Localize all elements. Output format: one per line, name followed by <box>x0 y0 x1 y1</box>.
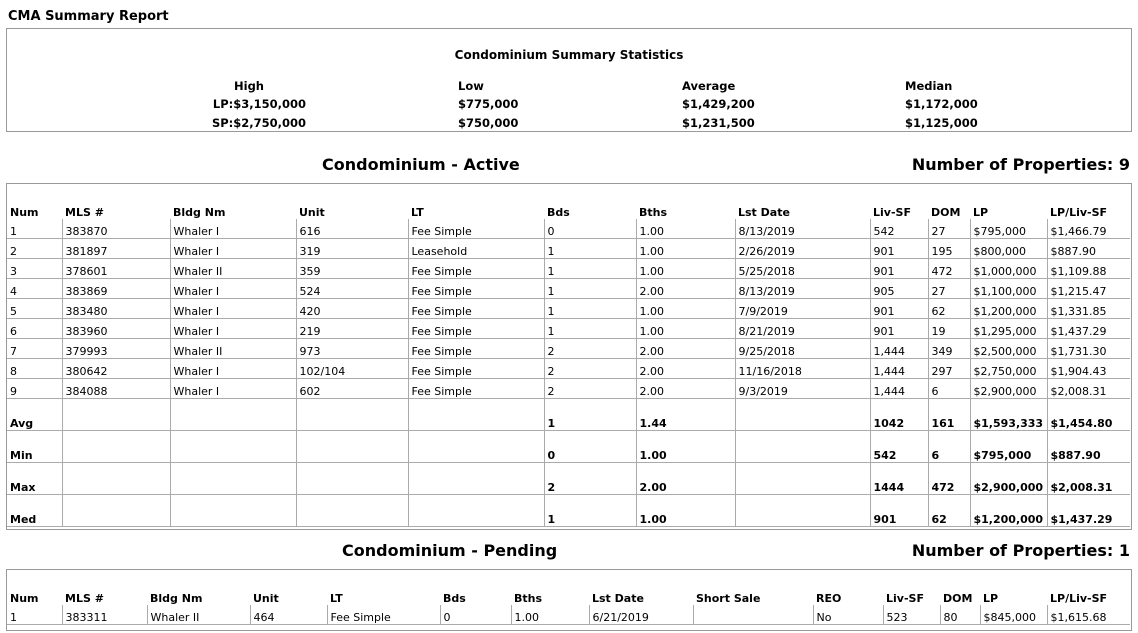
cell-unit <box>296 399 408 431</box>
cell-bds: 1 <box>544 259 636 279</box>
column-header-bds: Bds <box>443 592 466 605</box>
cell-num: 9 <box>7 379 62 399</box>
summary-sp-average: $1,231,500 <box>682 116 755 130</box>
stats-row <box>7 495 1130 527</box>
cell-unit: 524 <box>296 279 408 299</box>
cell-bldg-nm <box>170 495 296 527</box>
column-header-dom: DOM <box>943 592 973 605</box>
cell-bldg-nm: Whaler I <box>170 379 296 399</box>
active-section-title: Condominium - Active <box>322 155 520 174</box>
cell-num: 6 <box>7 319 62 339</box>
cell-num: 7 <box>7 339 62 359</box>
cell-lp: $1,100,000 <box>970 279 1047 299</box>
stats-row <box>7 399 1130 431</box>
column-header-bds: Bds <box>547 206 570 219</box>
cell-mls: 383480 <box>62 299 170 319</box>
cell-bths: 1.00 <box>636 495 735 527</box>
cell-liv-sf: 1,444 <box>870 379 928 399</box>
table-row <box>7 605 1130 625</box>
cell-lp: $2,750,000 <box>970 359 1047 379</box>
cell-lst-date <box>735 399 870 431</box>
column-header-lp-liv-sf: LP/Liv-SF <box>1050 592 1108 605</box>
cell-dom: 62 <box>928 299 970 319</box>
pending-section-title: Condominium - Pending <box>342 541 558 560</box>
cell-lp-liv-sf: $2,008.31 <box>1047 379 1130 399</box>
cell-lt: Fee Simple <box>408 379 544 399</box>
column-header-dom: DOM <box>931 206 961 219</box>
cell-bths: 2.00 <box>636 359 735 379</box>
table-row <box>7 319 1130 339</box>
cell-bldg-nm <box>170 431 296 463</box>
cell-unit: 420 <box>296 299 408 319</box>
summary-title: Condominium Summary Statistics <box>454 48 684 62</box>
cell-lp: $795,000 <box>970 431 1047 463</box>
cell-lt <box>408 495 544 527</box>
summary-header-low: Low <box>458 79 484 93</box>
cell-lt: Fee Simple <box>408 299 544 319</box>
cell-lp: $800,000 <box>970 239 1047 259</box>
column-header-short-sale: Short Sale <box>696 592 761 605</box>
cell-dom: 297 <box>928 359 970 379</box>
cell-bldg-nm: Whaler I <box>170 359 296 379</box>
table-row <box>7 279 1130 299</box>
summary-header-median: Median <box>905 79 953 93</box>
cell-lt: Fee Simple <box>327 605 440 625</box>
cell-liv-sf: 1,444 <box>870 359 928 379</box>
cell-unit: 602 <box>296 379 408 399</box>
cell-lp: $2,900,000 <box>970 463 1047 495</box>
column-header-lst-date: Lst Date <box>592 592 644 605</box>
cell-lst-date <box>735 463 870 495</box>
cell-lp-liv-sf: $1,437.29 <box>1047 319 1130 339</box>
column-header-num: Num <box>10 206 39 219</box>
cell-lt <box>408 399 544 431</box>
summary-lp-low: $775,000 <box>458 97 519 111</box>
column-header-num: Num <box>10 592 39 605</box>
cell-bths: 1.00 <box>636 299 735 319</box>
cell-mls: 383870 <box>62 219 170 239</box>
cell-dom: 472 <box>928 463 970 495</box>
cell-bds: 1 <box>544 299 636 319</box>
cell-bldg-nm: Whaler I <box>170 299 296 319</box>
table-row <box>7 299 1130 319</box>
cell-mls <box>62 495 170 527</box>
cell-dom: 195 <box>928 239 970 259</box>
cell-mls: 381897 <box>62 239 170 259</box>
cell-dom: 27 <box>928 219 970 239</box>
cell-unit <box>296 463 408 495</box>
cell-bldg-nm <box>170 463 296 495</box>
cell-bds: 0 <box>544 219 636 239</box>
cell-unit: 102/104 <box>296 359 408 379</box>
table-row <box>7 379 1130 399</box>
cell-liv-sf: 542 <box>870 219 928 239</box>
cell-unit: 616 <box>296 219 408 239</box>
cell-lst-date: 6/21/2019 <box>589 605 693 625</box>
summary-header-high: High <box>234 79 264 93</box>
cell-lp-liv-sf: $1,466.79 <box>1047 219 1130 239</box>
cell-unit: 359 <box>296 259 408 279</box>
table-row <box>7 259 1130 279</box>
cell-short-sale <box>693 605 813 625</box>
cell-lp: $795,000 <box>970 219 1047 239</box>
column-header-bldg-nm: Bldg Nm <box>173 206 226 219</box>
cell-lp: $2,900,000 <box>970 379 1047 399</box>
cell-num: Max <box>7 463 62 495</box>
column-header-liv-sf: Liv-SF <box>873 206 911 219</box>
active-listings-table <box>7 202 1130 527</box>
cell-lst-date: 9/3/2019 <box>735 379 870 399</box>
column-header-unit: Unit <box>299 206 325 219</box>
cell-liv-sf: 901 <box>870 299 928 319</box>
cell-bldg-nm: Whaler I <box>170 219 296 239</box>
cell-lst-date: 2/26/2019 <box>735 239 870 259</box>
summary-header-average: Average <box>682 79 736 93</box>
cell-mls: 384088 <box>62 379 170 399</box>
cell-unit <box>296 431 408 463</box>
active-property-count: Number of Properties: 9 <box>911 155 1130 174</box>
summary-lp-high: LP:$3,150,000 <box>212 97 306 111</box>
cell-lt <box>408 431 544 463</box>
cell-liv-sf: 1444 <box>870 463 928 495</box>
cell-num: 5 <box>7 299 62 319</box>
cell-lt: Fee Simple <box>408 279 544 299</box>
cell-bldg-nm: Whaler I <box>170 239 296 259</box>
cell-num: 2 <box>7 239 62 259</box>
cell-lp: $1,295,000 <box>970 319 1047 339</box>
cell-mls: 378601 <box>62 259 170 279</box>
cell-bds: 1 <box>544 399 636 431</box>
column-header-liv-sf: Liv-SF <box>886 592 924 605</box>
cell-liv-sf: 542 <box>870 431 928 463</box>
cell-bds: 2 <box>544 359 636 379</box>
column-header-bldg-nm: Bldg Nm <box>150 592 203 605</box>
cell-lt: Leasehold <box>408 239 544 259</box>
cell-lp: $1,593,333 <box>970 399 1047 431</box>
cell-bths: 1.44 <box>636 399 735 431</box>
stats-row <box>7 431 1130 463</box>
cell-lst-date <box>735 431 870 463</box>
table-row <box>7 219 1130 239</box>
table-row <box>7 339 1130 359</box>
cell-dom: 6 <box>928 379 970 399</box>
cell-lst-date <box>735 495 870 527</box>
summary-sp-high: SP:$2,750,000 <box>211 116 306 130</box>
stats-row <box>7 463 1130 495</box>
column-header-lp: LP <box>983 592 999 605</box>
cell-bldg-nm: Whaler II <box>170 259 296 279</box>
cell-bths: 1.00 <box>636 319 735 339</box>
pending-listings-table <box>7 588 1130 625</box>
cell-unit: 219 <box>296 319 408 339</box>
cell-num: Avg <box>7 399 62 431</box>
cell-liv-sf: 901 <box>870 259 928 279</box>
cell-lp-liv-sf: $1,437.29 <box>1047 495 1130 527</box>
pending-property-count: Number of Properties: 1 <box>911 541 1130 560</box>
summary-statistics-box <box>6 28 1132 132</box>
column-header-lp: LP <box>973 206 989 219</box>
summary-lp-median: $1,172,000 <box>905 97 978 111</box>
cell-dom: 19 <box>928 319 970 339</box>
cell-bds: 2 <box>544 339 636 359</box>
cell-bds: 1 <box>544 279 636 299</box>
summary-sp-median: $1,125,000 <box>905 116 978 130</box>
cell-lp-liv-sf: $1,454.80 <box>1047 399 1130 431</box>
cell-lt <box>408 463 544 495</box>
cell-lp-liv-sf: $887.90 <box>1047 239 1130 259</box>
cell-num: 1 <box>7 605 62 625</box>
cell-bldg-nm: Whaler I <box>170 319 296 339</box>
cell-bths: 2.00 <box>636 339 735 359</box>
cell-dom: 62 <box>928 495 970 527</box>
cell-bldg-nm: Whaler II <box>147 605 250 625</box>
cell-lp-liv-sf: $1,615.68 <box>1047 605 1130 625</box>
cell-lst-date: 5/25/2018 <box>735 259 870 279</box>
cell-lp-liv-sf: $1,109.88 <box>1047 259 1130 279</box>
cell-num: 3 <box>7 259 62 279</box>
cell-lt: Fee Simple <box>408 359 544 379</box>
cell-num: Min <box>7 431 62 463</box>
cell-unit: 973 <box>296 339 408 359</box>
cell-bths: 1.00 <box>511 605 589 625</box>
cell-mls <box>62 463 170 495</box>
report-title: CMA Summary Report <box>8 9 169 24</box>
column-header-mls: MLS # <box>65 592 104 605</box>
cell-lst-date: 8/13/2019 <box>735 279 870 299</box>
cell-num: 4 <box>7 279 62 299</box>
column-header-reo: REO <box>816 592 842 605</box>
cell-num: 8 <box>7 359 62 379</box>
cell-bths: 2.00 <box>636 463 735 495</box>
table-row <box>7 359 1130 379</box>
cell-lp: $1,000,000 <box>970 259 1047 279</box>
cell-lst-date: 8/21/2019 <box>735 319 870 339</box>
cell-liv-sf: 901 <box>870 239 928 259</box>
column-header-lst-date: Lst Date <box>738 206 790 219</box>
cell-bds: 2 <box>544 463 636 495</box>
cell-lt: Fee Simple <box>408 319 544 339</box>
column-header-lt: LT <box>330 592 343 605</box>
cell-liv-sf: 905 <box>870 279 928 299</box>
cell-lst-date: 9/25/2018 <box>735 339 870 359</box>
column-header-bths: Bths <box>639 206 668 219</box>
cell-liv-sf: 523 <box>883 605 940 625</box>
cell-lst-date: 11/16/2018 <box>735 359 870 379</box>
cell-bldg-nm: Whaler I <box>170 279 296 299</box>
cell-liv-sf: 1,444 <box>870 339 928 359</box>
cell-unit <box>296 495 408 527</box>
cell-dom: 80 <box>940 605 980 625</box>
cell-mls: 383311 <box>62 605 147 625</box>
cell-lt: Fee Simple <box>408 259 544 279</box>
cell-lst-date: 8/13/2019 <box>735 219 870 239</box>
column-header-bths: Bths <box>514 592 543 605</box>
column-header-unit: Unit <box>253 592 279 605</box>
cell-lp-liv-sf: $2,008.31 <box>1047 463 1130 495</box>
cell-bds: 1 <box>544 239 636 259</box>
summary-lp-average: $1,429,200 <box>682 97 755 111</box>
cell-lst-date: 7/9/2019 <box>735 299 870 319</box>
cell-unit: 464 <box>250 605 327 625</box>
cell-reo: No <box>813 605 883 625</box>
cell-liv-sf: 901 <box>870 319 928 339</box>
cell-bds: 0 <box>440 605 511 625</box>
cell-mls: 383869 <box>62 279 170 299</box>
cell-mls: 380642 <box>62 359 170 379</box>
cell-mls: 379993 <box>62 339 170 359</box>
cell-liv-sf: 901 <box>870 495 928 527</box>
table-row <box>7 239 1130 259</box>
cell-lp-liv-sf: $1,331.85 <box>1047 299 1130 319</box>
cell-lt: Fee Simple <box>408 339 544 359</box>
cell-bldg-nm <box>170 399 296 431</box>
cell-mls <box>62 431 170 463</box>
cell-unit: 319 <box>296 239 408 259</box>
cell-num: Med <box>7 495 62 527</box>
column-header-mls: MLS # <box>65 206 104 219</box>
cell-bds: 2 <box>544 379 636 399</box>
cell-bds: 0 <box>544 431 636 463</box>
column-header-lp-liv-sf: LP/Liv-SF <box>1050 206 1108 219</box>
cell-lp-liv-sf: $1,215.47 <box>1047 279 1130 299</box>
cell-mls: 383960 <box>62 319 170 339</box>
cell-lp: $845,000 <box>980 605 1047 625</box>
cell-dom: 349 <box>928 339 970 359</box>
cell-lp: $2,500,000 <box>970 339 1047 359</box>
cell-liv-sf: 1042 <box>870 399 928 431</box>
cell-dom: 6 <box>928 431 970 463</box>
summary-sp-low: $750,000 <box>458 116 519 130</box>
cell-dom: 27 <box>928 279 970 299</box>
cell-num: 1 <box>7 219 62 239</box>
cell-lp-liv-sf: $1,904.43 <box>1047 359 1130 379</box>
cell-dom: 161 <box>928 399 970 431</box>
cell-bths: 2.00 <box>636 379 735 399</box>
cell-bds: 1 <box>544 495 636 527</box>
cell-bths: 1.00 <box>636 239 735 259</box>
cell-bths: 2.00 <box>636 279 735 299</box>
cell-dom: 472 <box>928 259 970 279</box>
cell-lp-liv-sf: $1,731.30 <box>1047 339 1130 359</box>
cell-lt: Fee Simple <box>408 219 544 239</box>
cell-mls <box>62 399 170 431</box>
cell-lp: $1,200,000 <box>970 495 1047 527</box>
cell-bds: 1 <box>544 319 636 339</box>
cell-bths: 1.00 <box>636 431 735 463</box>
cell-bldg-nm: Whaler II <box>170 339 296 359</box>
cell-bths: 1.00 <box>636 219 735 239</box>
cell-bths: 1.00 <box>636 259 735 279</box>
column-header-lt: LT <box>411 206 424 219</box>
cell-lp-liv-sf: $887.90 <box>1047 431 1130 463</box>
cell-lp: $1,200,000 <box>970 299 1047 319</box>
